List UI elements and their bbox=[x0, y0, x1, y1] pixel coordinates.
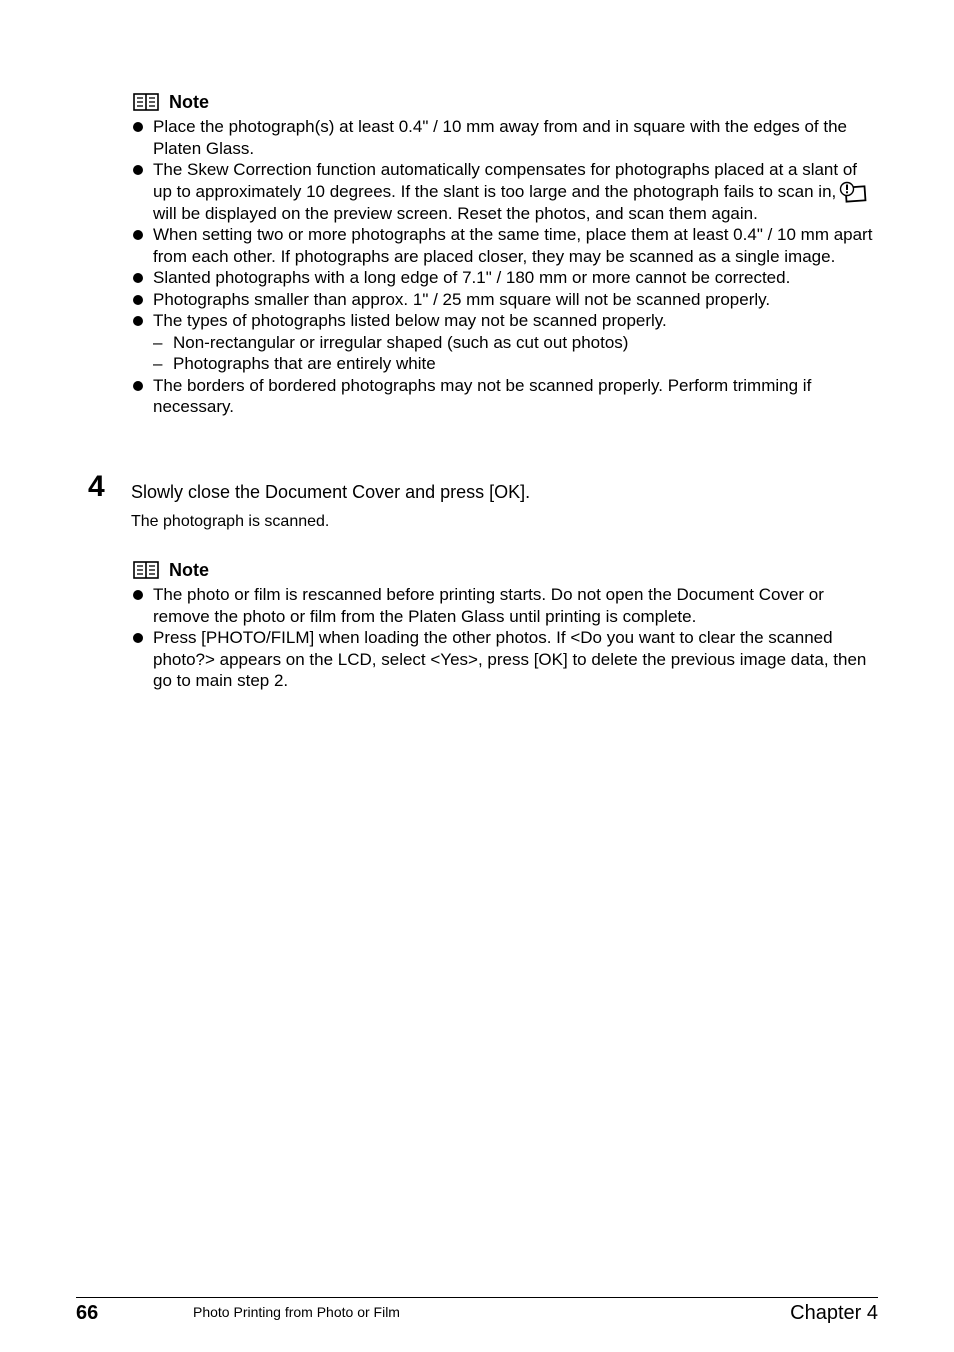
note-header bbox=[133, 559, 878, 581]
section-title: Photo Printing from Photo or Film bbox=[193, 1304, 400, 1320]
list-item-text: The types of photographs listed below may not be scanned properly. bbox=[153, 311, 667, 330]
step-instruction: Slowly close the Document Cover and press [OK]. bbox=[131, 482, 531, 502]
step-result: The photograph is scanned. bbox=[131, 513, 330, 530]
list-item bbox=[133, 310, 878, 375]
sub-list-item: – Photographs that are entirely white bbox=[153, 353, 878, 375]
list-item: Place the photograph(s) at least 0.4" / 10 mm away from and in square with the edges of the Platen Glass. bbox=[133, 116, 878, 159]
list-item: The borders of bordered photographs may not be scanned properly. Perform trimming if necessary. bbox=[133, 375, 878, 418]
note-list bbox=[133, 584, 878, 692]
chapter-label: Chapter 4 bbox=[790, 1302, 878, 1324]
list-item: The photo or film is rescanned before printing starts. Do not open the Document Cover or remove the photo or film from the Platen Glass until printing is complete. bbox=[133, 584, 878, 627]
book-icon bbox=[133, 561, 159, 579]
note-block-2 bbox=[133, 559, 878, 692]
list-item: Photographs smaller than approx. 1" / 25 mm square will not be scanned properly. bbox=[133, 289, 878, 311]
step-number: 4 bbox=[88, 470, 105, 503]
note-block-1 bbox=[133, 91, 878, 418]
skew-warning-icon bbox=[838, 181, 868, 203]
list-item: When setting two or more photographs at the same time, place them at least 0.4" / 10 mm apart from each other. If photographs are placed closer, they may be scanned as a single image. bbox=[133, 224, 878, 267]
note-label: Note bbox=[169, 560, 209, 580]
list-item-text: will be displayed on the preview screen. Reset the photos, and scan them again. bbox=[153, 203, 758, 223]
note-label: Note bbox=[169, 92, 209, 112]
book-icon bbox=[133, 93, 159, 111]
footer-divider bbox=[76, 1297, 878, 1298]
list-item: Press [PHOTO/FILM] when loading the other photos. If <Do you want to clear the scanned photo?> appears on the LCD, select <Yes>, press [OK] to delete the previous image data, then go to main step 2. bbox=[133, 627, 878, 692]
note-list bbox=[133, 116, 878, 418]
list-item-text: The Skew Correction function automatically compensates for photographs placed at a slant of up to approximately 10 degrees. If the slant is too large and the photograph fails to scan in, bbox=[153, 160, 857, 201]
sub-list-item: – Non-rectangular or irregular shaped (such as cut out photos) bbox=[153, 332, 878, 354]
page-number: 66 bbox=[76, 1302, 99, 1324]
list-item bbox=[133, 159, 878, 224]
list-item: Slanted photographs with a long edge of 7.1" / 180 mm or more cannot be corrected. bbox=[133, 267, 878, 289]
note-header bbox=[133, 91, 878, 113]
